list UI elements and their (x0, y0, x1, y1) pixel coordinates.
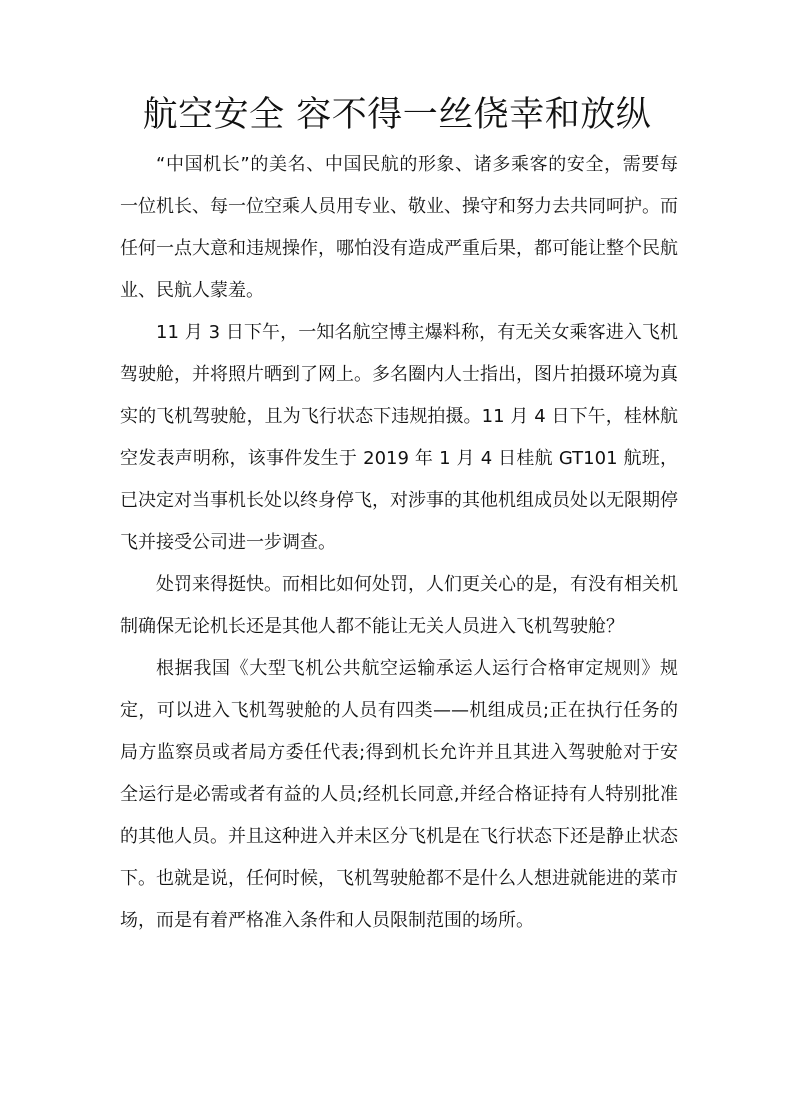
document-title: 航空安全 容不得一丝侥幸和放纵 (142, 95, 652, 135)
paragraph-4: 根据我国《大型飞机公共航空运输承运人运行合格审定规则》规定，可以进入飞机驾驶舱的人员有四类——机组成员;正在执行任务的局方监察员或者局方委任代表;得到机长允许并且其进入驾驶舱对于安全运行是必需或者有益的人员;经机长同意,并经合格证持有人特别批准的其他人员。并且这种进入并未区分飞机是在飞行状态下还是静止状态下。也就是说，任何时候，飞机驾驶舱都不是什么人想进就能进的菜市场，而是有着严格准入条件和人员限制范围的场所。 (120, 658, 678, 931)
article-body (120, 144, 678, 942)
paragraph-3: 处罚来得挺快。而相比如何处罚，人们更关心的是，有没有相关机制确保无论机长还是其他人都不能让无关人员进入飞机驾驶舱？ (120, 574, 678, 637)
paragraph-1: “中国机长”的美名、中国民航的形象、诸多乘客的安全，需要每一位机长、每一位空乘人员用专业、敬业、操守和努力去共同呵护。而任何一点大意和违规操作，哪怕没有造成严重后果，都可能让整个民航业、民航人蒙羞。 (120, 154, 678, 301)
paragraph-2: 11 月 3 日下午，一知名航空博主爆料称，有无关女乘客进入飞机驾驶舱，并将照片晒到了网上。多名圈内人士指出，图片拍摄环境为真实的飞机驾驶舱，且为飞行状态下违规拍摄。11 月 4 日下午，桂林航空发表声明称，该事件发生于 2019 年 1 月 4 日桂航 GT101 航班，已决定对当事机长处以终身停飞，对涉事的其他机组成员处以无限期停飞并接受公司进一步调查。 (120, 322, 678, 553)
